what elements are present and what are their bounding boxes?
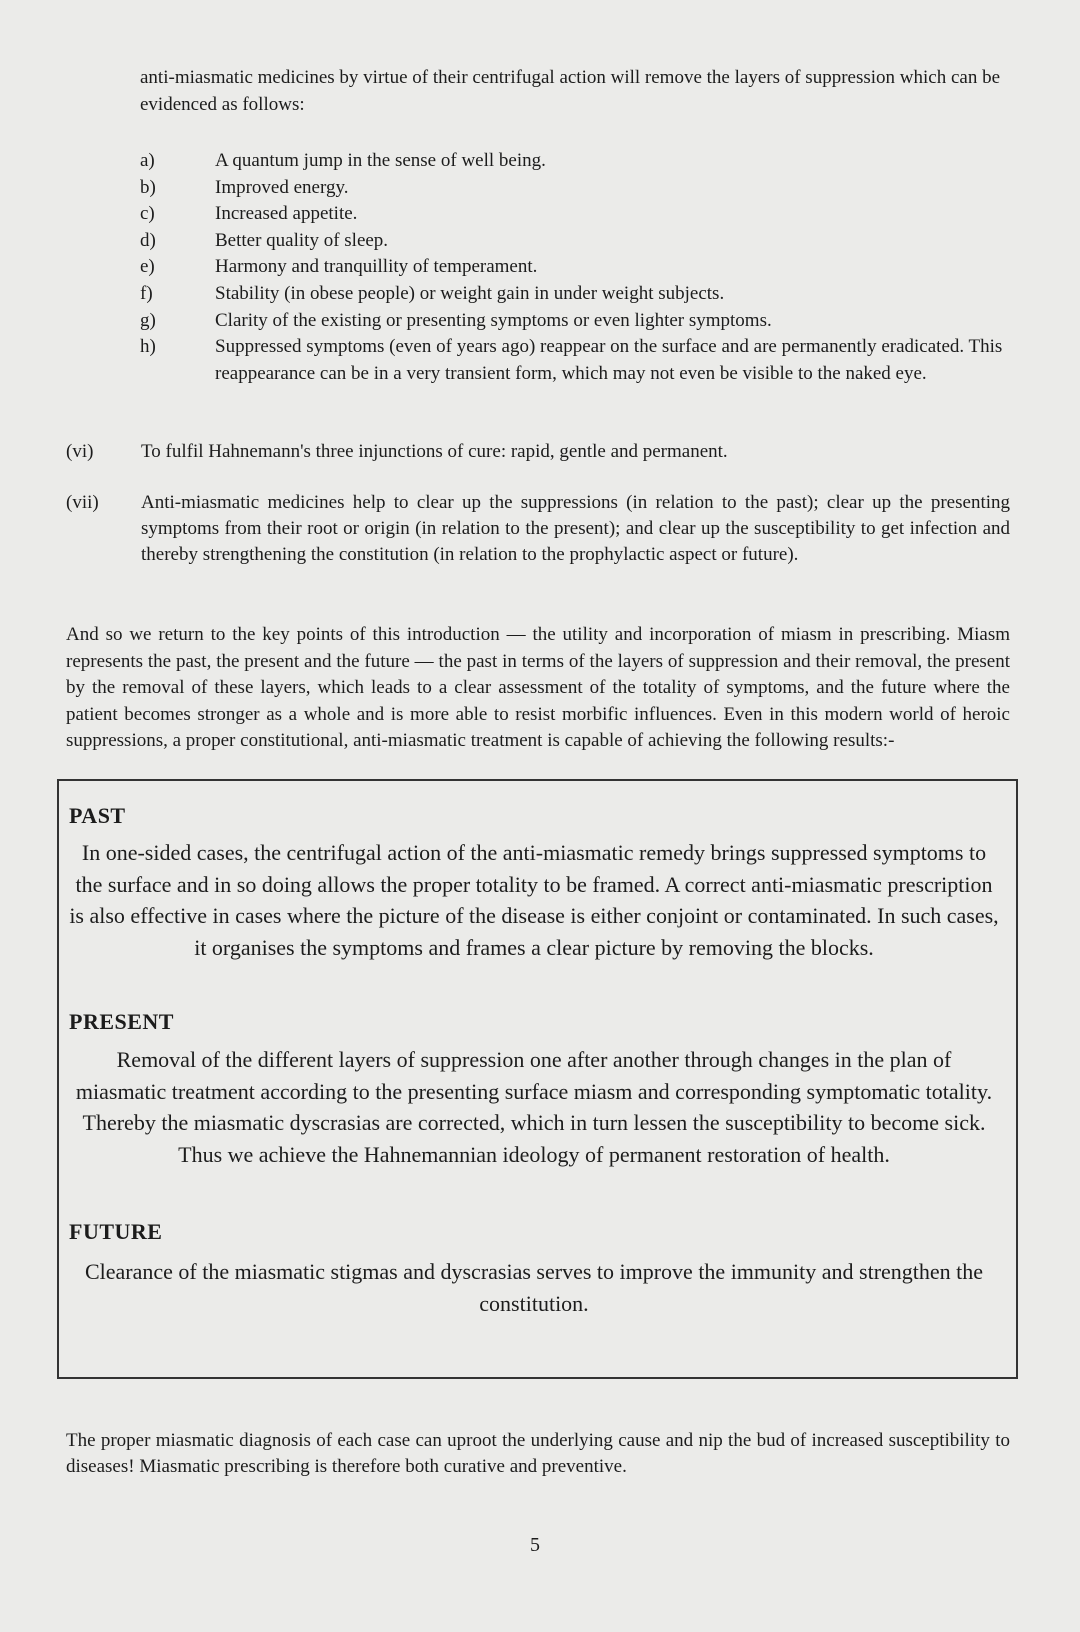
past-text: In one-sided cases, the centrifugal action of the anti-miasmatic remedy brings suppressed symptoms to the surface and in so doing allows the proper totality to be framed. A correct anti-miasmatic prescription is also effective in cases where the picture of the disease is either conjoint or contaminated. In such cases, it organises the symptoms and frames a clear picture by removing the blocks. — [69, 840, 999, 960]
list-item-text: A quantum jump in the sense of well being. — [215, 150, 546, 171]
list-item-text: Better quality of sleep. — [215, 229, 389, 251]
page-number: 5 — [530, 1534, 540, 1556]
list-item — [140, 175, 1010, 202]
list-item-text: Improved energy. — [215, 176, 349, 198]
list-item-label: f) — [140, 282, 153, 304]
list-item — [140, 228, 1010, 255]
list-item-label: a) — [140, 150, 155, 171]
present-text: Removal of the different layers of suppression one after another through changes in the plan of miasmatic treatment according to the presenting surface miasm and corresponding symptomatic totality. Thereby the miasmatic dyscrasias are corrected, which in turn lessen the susceptibility to become sick. Thus we achieve the Hahnemannian ideology of permanent restoration of health. — [75, 1047, 993, 1167]
intro-paragraph: anti-miasmatic medicines by virtue of their centrifugal action will remove the layers of suppression which can be evidenced as follows: — [140, 67, 1001, 115]
point-vi — [66, 439, 1010, 465]
present-heading: PRESENT — [69, 1009, 174, 1034]
benefits-list — [140, 148, 1010, 387]
list-item-text: Suppressed symptoms (even of years ago) reappear on the surface and are permanently eradicated. This reappearance can be in a very transient form, which may not even be visible to the naked eye. — [215, 336, 1003, 384]
point-vii — [66, 490, 1010, 568]
point-label: (vi) — [66, 441, 94, 462]
list-item-label: h) — [140, 336, 156, 358]
list-item-text: Harmony and tranquillity of temperament. — [215, 256, 538, 278]
list-item — [140, 308, 1010, 335]
list-item — [140, 201, 1010, 228]
list-item — [140, 148, 1010, 175]
list-item-text: Clarity of the existing or presenting symptoms or even lighter symptoms. — [215, 309, 772, 331]
list-item-label: c) — [140, 203, 155, 225]
future-heading: FUTURE — [69, 1219, 163, 1244]
list-item-label: d) — [140, 229, 156, 251]
list-item-text: Increased appetite. — [215, 203, 358, 225]
list-item — [140, 281, 1010, 308]
list-item-label: e) — [140, 256, 155, 278]
point-text: Anti-miasmatic medicines help to clear up the suppressions (in relation to the past); clear up the presenting symptoms from their root or origin (in relation to the present); and clear up the susceptibility to get infection and thereby strengthening the constitution (in relation to the prophylactic aspect or future). — [141, 492, 1010, 565]
results-box — [57, 779, 1018, 1379]
point-label: (vii) — [66, 492, 99, 513]
past-heading: PAST — [69, 803, 126, 828]
future-text: Clearance of the miasmatic stigmas and dyscrasias serves to improve the immunity and strengthen the constitution. — [84, 1259, 984, 1316]
list-item-text: Stability (in obese people) or weight gain in under weight subjects. — [215, 282, 725, 304]
list-item — [140, 254, 1010, 281]
summary-paragraph: And so we return to the key points of this introduction — the utility and incorporation of miasm in prescribing. Miasm represents the past, the present and the future — the past in terms of the layers of suppression and their removal, the present by the removal of these layers, which leads to a clear assessment of the totality of symptoms, and the future where the patient becomes stronger as a whole and is more able to resist morbific influences. Even in this modern world of heroic suppressions, a proper constitutional, anti-miasmatic treatment is capable of achieving the following results:- — [66, 624, 1010, 752]
list-item-label: g) — [140, 309, 156, 331]
point-text: To fulfil Hahnemann's three injunctions of cure: rapid, gentle and permanent. — [141, 441, 728, 462]
list-item-label: b) — [140, 176, 156, 198]
closing-paragraph: The proper miasmatic diagnosis of each case can uproot the underlying cause and nip the bud of increased susceptibility to diseases! Miasmatic prescribing is therefore both curative and preventive. — [66, 1430, 1010, 1477]
list-item — [140, 334, 1010, 387]
